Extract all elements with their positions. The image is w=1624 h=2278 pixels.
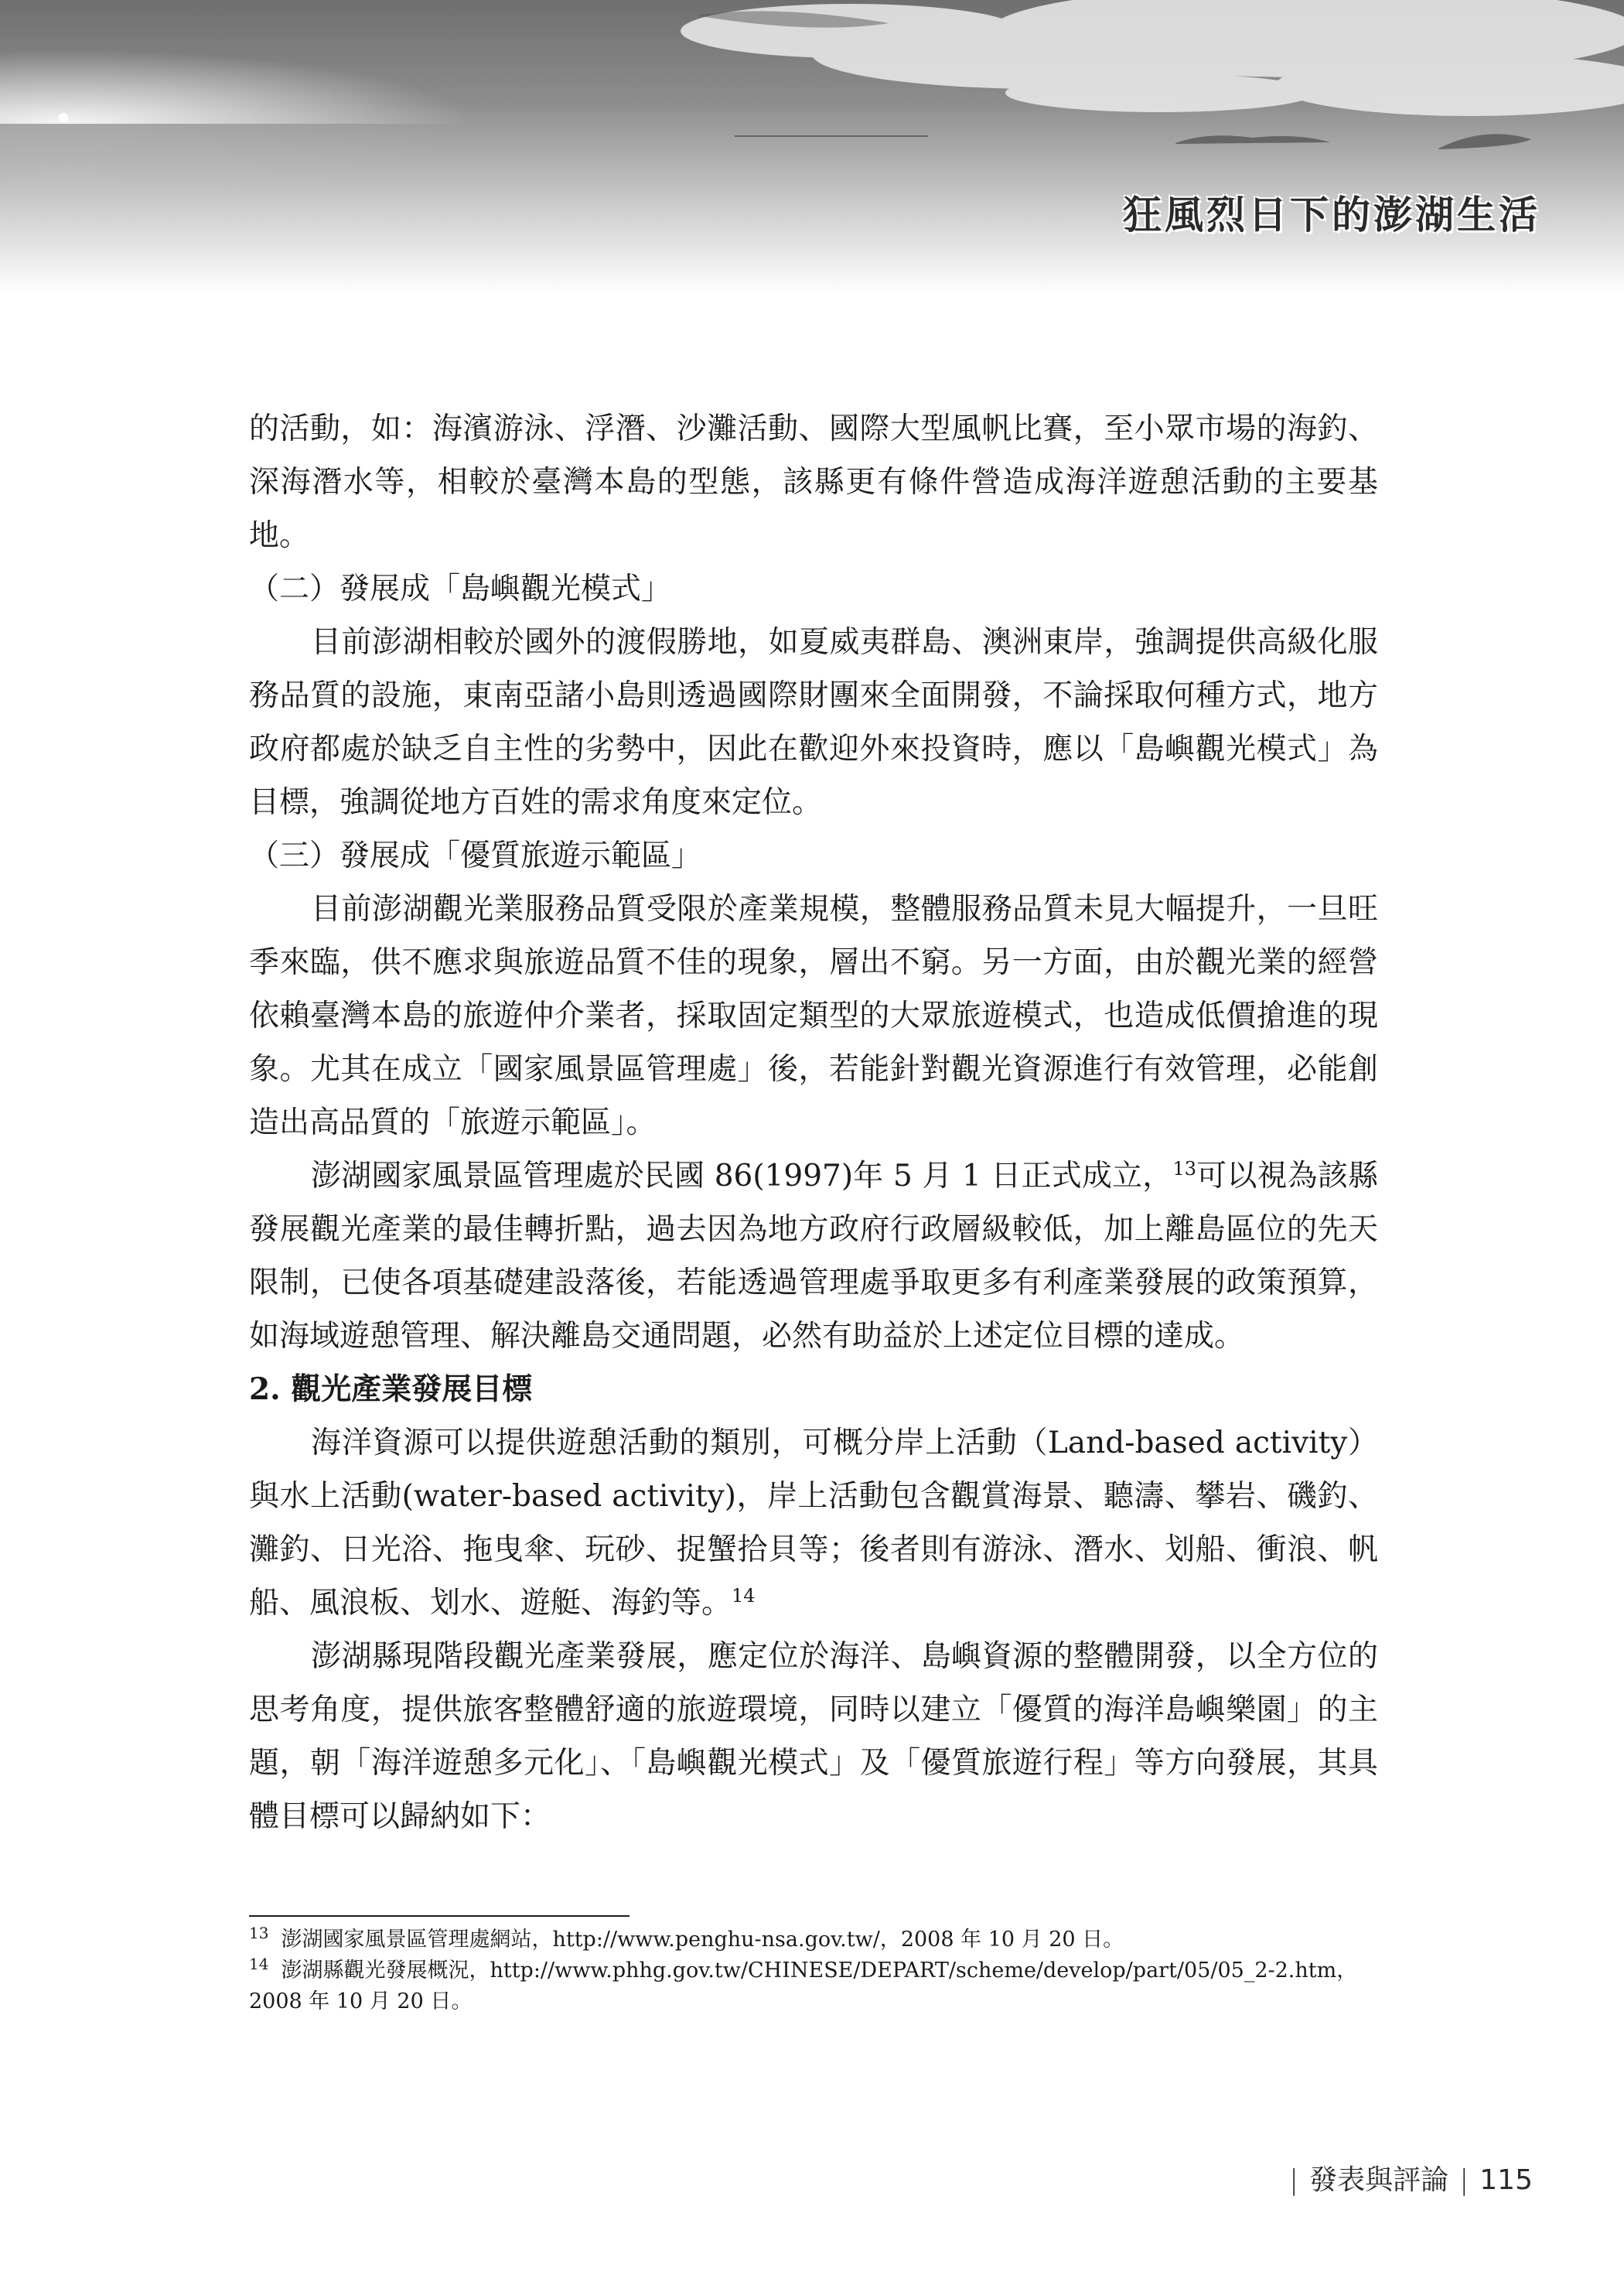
paragraph: 目前澎湖相較於國外的渡假勝地，如夏威夷群島、澳洲東岸，強調提供高級化服務品質的設施，東南亞諸小島則透過國際財團來全面開發，不論採取何種方式，地方政府都處於缺乏自主性的劣勢中，因此在歡迎外來投資時，應以「島嶼觀光模式」為目標，強調從地方百姓的需求角度來定位。 — [249, 625, 1378, 820]
footnote-divider — [249, 1915, 629, 1917]
paragraph — [249, 1416, 1378, 1630]
footnote-number: 14 — [249, 1955, 269, 1973]
subheading: （二）發展成「島嶼觀光模式」 — [249, 572, 672, 606]
header-seascape-photo — [0, 0, 1624, 294]
footnote-ref[interactable]: 14 — [732, 1585, 756, 1607]
footnote-number: 13 — [249, 1924, 269, 1942]
paragraph-text: 海洋資源可以提供遊憩活動的類別，可概分岸上活動（Land-based activity）與水上活動(water-based activity)，岸上活動包含觀賞海景、聽濤、攀岩、磯釣、灘釣、日光浴、拖曳傘、玩砂、捉蟹拾貝等；後者則有游泳、潛水、划船、衝浪、帆船、風浪板、划水、遊艇、海釣等。 — [249, 1426, 1378, 1621]
footnote-ref[interactable]: 13 — [1172, 1158, 1196, 1180]
paragraph: 目前澎湖觀光業服務品質受限於產業規模，整體服務品質未見大幅提升，一旦旺季來臨，供不應求與旅遊品質不佳的現象，層出不窮。另一方面，由於觀光業的經營依賴臺灣本島的旅遊仲介業者，採取固定類型的大眾旅遊模式，也造成低價搶進的現象。尤其在成立「國家風景區管理處」後，若能針對觀光資源進行有效管理，必能創造出高品質的「旅遊示範區」。 — [249, 892, 1378, 1140]
running-header-title: 狂風烈日下的澎湖生活 — [1123, 193, 1540, 237]
page-footer — [1278, 2158, 1533, 2198]
paragraph: 的活動，如：海濱游泳、浮潛、沙灘活動、國際大型風帆比賽，至小眾市場的海釣、深海潛水等，相較於臺灣本島的型態，該縣更有條件營造成海洋遊憩活動的主要基地。 — [249, 412, 1378, 553]
section-heading: 2. 觀光產業發展目標 — [249, 1371, 533, 1407]
main-text — [249, 402, 1378, 1843]
footnote-text: 澎湖縣觀光發展概況，http://www.phhg.gov.tw/CHINESE/DEPART/scheme/develop/part/05/05_2-2.htm，2008 年 10 月 20 日。 — [249, 1959, 1358, 2013]
footer-section-name: 發表與評論 — [1309, 2164, 1449, 2196]
paragraph — [249, 1149, 1378, 1363]
page-number: 115 — [1479, 2164, 1533, 2196]
footnote — [249, 1955, 1378, 2017]
footer-divider: | — [1288, 2164, 1299, 2196]
footer-divider: | — [1459, 2164, 1469, 2196]
subheading: （三）發展成「優質旅遊示範區」 — [249, 838, 702, 873]
footnote-text: 澎湖國家風景區管理處網站，http://www.penghu-nsa.gov.tw/，2008 年 10 月 20 日。 — [281, 1928, 1124, 1952]
paragraph: 澎湖縣現階段觀光產業發展，應定位於海洋、島嶼資源的整體開發，以全方位的思考角度，提供旅客整體舒適的旅遊環境，同時以建立「優質的海洋島嶼樂園」的主題，朝「海洋遊憩多元化」、「島嶼觀光模式」及「優質旅遊行程」等方向發展，其具體目標可以歸納如下： — [249, 1639, 1378, 1834]
paragraph-text: 澎湖國家風景區管理處於民國 86(1997)年 5 月 1 日正式成立， — [311, 1159, 1173, 1194]
paragraph-text: 可以視為該縣發展觀光產業的最佳轉折點，過去因為地方政府行政層級較低，加上離島區位的先天限制，已使各項基礎建設落後，若能透過管理處爭取更多有利產業發展的政策預算，如海域遊憩管理、解決離島交通問題，必然有助益於上述定位目標的達成。 — [249, 1159, 1378, 1354]
footnotes — [249, 1925, 1378, 2017]
footnote — [249, 1925, 1378, 1955]
